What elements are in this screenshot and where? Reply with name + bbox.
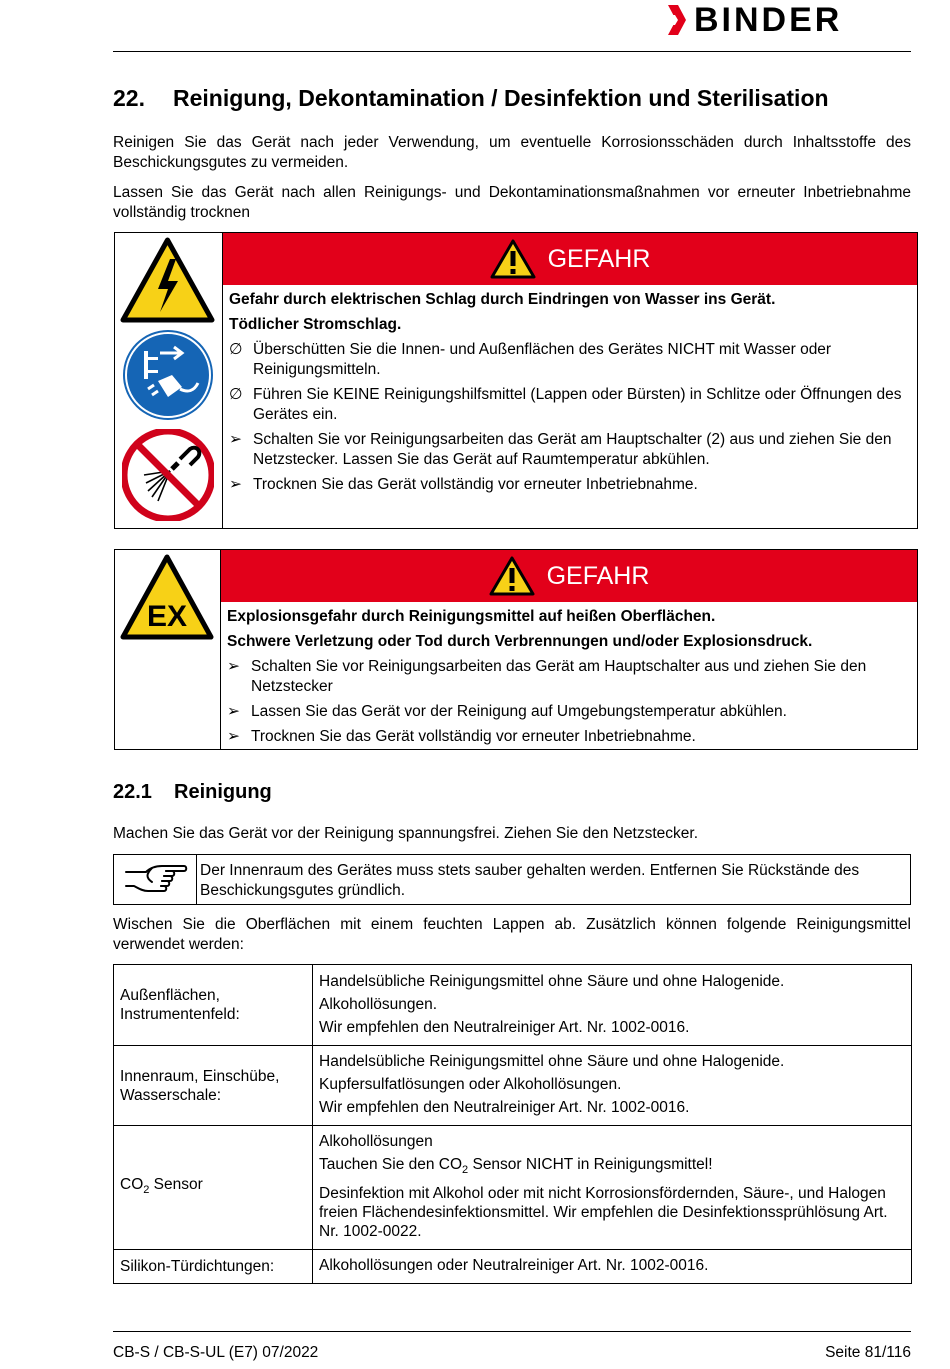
- table-row: [114, 965, 912, 1046]
- note-icon-cell: [114, 855, 197, 904]
- agents-cell: [313, 1046, 912, 1126]
- sub-intro-paragraph: Machen Sie das Gerät vor der Reinigung spannungsfrei. Ziehen Sie den Netzstecker.: [113, 825, 699, 842]
- section-heading: [113, 85, 829, 112]
- list-item-text: Überschütten Sie die Innen- und Außenflächen des Gerätes NICHT mit Wasser oder Reinigungsmitteln.: [253, 341, 832, 378]
- danger-box-electric: [114, 232, 918, 529]
- cleaning-agents-table: [113, 964, 912, 1284]
- arrow-marker: ➢: [227, 658, 240, 675]
- agent-subscript: 2: [462, 1164, 469, 1177]
- binder-logo-icon: [666, 5, 688, 35]
- agent-line: Desinfektion mit Alkohol oder mit nicht Korrosionsfördernden, Säure-, und Halogen freien Flächendesinfektionsmittel. Wir empfehlen die Desinfektionssprühlösung Art. Nr. 1002-0022.: [319, 1185, 888, 1241]
- list-item: [227, 657, 909, 697]
- warning-icons-column: [115, 233, 223, 528]
- arrow-marker: ➢: [227, 703, 240, 720]
- danger-consequence-1: Tödlicher Stromschlag.: [229, 316, 402, 333]
- section-number: 22.: [113, 85, 145, 111]
- agent-line: Kupfersulfatlösungen oder Alkohollösungen.: [319, 1076, 622, 1093]
- section-title: Reinigung, Dekontamination / Desinfektion und Sterilisation: [173, 85, 829, 111]
- brand-name: BINDER: [694, 0, 843, 39]
- danger-label-1: GEFAHR: [547, 244, 651, 273]
- list-item: [229, 340, 909, 380]
- danger-cause-2: Explosionsgefahr durch Reinigungsmittel auf heißen Oberflächen.: [227, 608, 716, 625]
- agent-line: [319, 1155, 905, 1180]
- agent-text: Sensor NICHT in Reinigungsmittel!: [468, 1156, 713, 1173]
- area-cell: [114, 1126, 313, 1250]
- area-text: Sensor: [149, 1176, 203, 1193]
- area-text: CO: [120, 1176, 144, 1193]
- table-row: [114, 1126, 912, 1250]
- list-item: [229, 430, 909, 470]
- danger-body-1: [229, 290, 909, 500]
- table-row: [114, 1250, 912, 1284]
- list-item-text: Lassen Sie das Gerät vor der Reinigung auf Umgebungstemperatur abkühlen.: [251, 703, 787, 720]
- general-warning-icon: [490, 239, 536, 279]
- list-item: [229, 475, 909, 495]
- agent-line: Alkohollösungen oder Neutralreiniger Art. Nr. 1002-0016.: [319, 1257, 709, 1275]
- agent-line: Handelsübliche Reinigungsmittel ohne Säure und ohne Halogenide.: [319, 1053, 785, 1070]
- agents-cell: [313, 1126, 912, 1250]
- list-item-text: Schalten Sie vor Reinigungsarbeiten das Gerät am Hauptschalter (2) aus und ziehen Sie den Netzstecker. Lassen Sie das Gerät auf Raumtemperatur abkühlen.: [253, 431, 892, 468]
- intro-paragraph-1: Reinigen Sie das Gerät nach jeder Verwendung, um eventuelle Korrosionsschäden durch Inhaltsstoffe des Beschickungsgutes zu vermeiden.: [113, 134, 911, 171]
- wipe-paragraph: Wischen Sie die Oberflächen mit einem feuchten Lappen ab. Zusätzlich können folgende Reinigungsmittel verwendet werden:: [113, 916, 911, 953]
- arrow-marker: ➢: [229, 431, 242, 448]
- agents-cell: [313, 1250, 912, 1284]
- agent-line: Wir empfehlen den Neutralreiniger Art. Nr. 1002-0016.: [319, 1018, 690, 1036]
- disconnect-plug-mandatory-icon: [122, 329, 214, 421]
- agent-line: Wir empfehlen den Neutralreiniger Art. Nr. 1002-0016.: [319, 1099, 690, 1116]
- list-item-text: Führen Sie KEINE Reinigungshilfsmittel (Lappen oder Bürsten) in Schlitze oder Öffnungen des Gerätes ein.: [253, 386, 902, 423]
- danger-header-2: [221, 550, 917, 602]
- agent-line: Alkohollösungen: [319, 1133, 433, 1150]
- agent-line: Handelsübliche Reinigungsmittel ohne Säure und ohne Halogenide.: [319, 972, 785, 990]
- arrow-marker: ➢: [229, 476, 242, 493]
- note-text: Der Innenraum des Gerätes muss stets sauber gehalten werden. Entfernen Sie Rückstände des Beschickungsgutes gründlich.: [200, 862, 860, 899]
- prohibition-marker: ∅: [229, 341, 243, 358]
- footer-document-id: CB-S / CB-S-UL (E7) 07/2022: [113, 1344, 319, 1361]
- binder-logo: [666, 2, 842, 38]
- agent-line: Alkohollösungen.: [319, 995, 438, 1013]
- agent-text: Tauchen Sie den CO: [319, 1156, 463, 1173]
- table-row: [114, 1046, 912, 1126]
- area-cell: Silikon-Türdichtungen:: [114, 1250, 313, 1284]
- area-cell: Außenflächen, Instrumentenfeld:: [114, 965, 313, 1046]
- intro-paragraph-2: Lassen Sie das Gerät nach allen Reinigungs- und Dekontaminationsmaßnahmen vor erneuter Inbetriebnahme vollständig trocknen: [113, 184, 911, 221]
- danger-header-1: [223, 233, 917, 285]
- footer-rule: [113, 1331, 911, 1332]
- explosive-atmosphere-ex-icon: [120, 554, 214, 640]
- danger-box-explosion: [114, 549, 918, 750]
- list-item-text: Trocknen Sie das Gerät vollständig vor erneuter Inbetriebnahme.: [251, 728, 696, 745]
- electric-shock-warning-icon: [120, 237, 215, 323]
- danger-body-2: [227, 607, 909, 752]
- list-item: [227, 702, 909, 722]
- agents-cell: [313, 965, 912, 1046]
- danger-cause-1: Gefahr durch elektrischen Schlag durch Eindringen von Wasser ins Gerät.: [229, 291, 776, 308]
- area-subscript: 2: [143, 1184, 150, 1197]
- prohibition-marker: ∅: [229, 386, 243, 403]
- list-item-text: Schalten Sie vor Reinigungsarbeiten das Gerät am Hauptschalter aus und ziehen Sie den Netzstecker: [251, 658, 867, 695]
- header-rule: [113, 51, 911, 52]
- danger-consequence-2: Schwere Verletzung oder Tod durch Verbrennungen und/oder Explosionsdruck.: [227, 633, 813, 650]
- general-warning-icon: [489, 556, 535, 596]
- no-water-spray-prohibition-icon: [122, 429, 214, 521]
- subsection-heading: [113, 781, 272, 804]
- subsection-number: 22.1: [113, 781, 152, 803]
- list-item: [229, 385, 909, 425]
- svg-text:EX: EX: [146, 600, 188, 633]
- warning-icons-column: [115, 550, 221, 749]
- list-item-text: Trocknen Sie das Gerät vollständig vor erneuter Inbetriebnahme.: [253, 476, 698, 493]
- list-item: [227, 727, 909, 747]
- subsection-title: Reinigung: [174, 781, 272, 803]
- pointing-hand-icon: [122, 860, 188, 900]
- note-box: [113, 854, 911, 905]
- arrow-marker: ➢: [227, 728, 240, 745]
- footer-page-number: Seite 81/116: [825, 1344, 911, 1361]
- danger-label-2: GEFAHR: [546, 561, 650, 590]
- area-cell: Innenraum, Einschübe, Wasserschale:: [114, 1046, 313, 1126]
